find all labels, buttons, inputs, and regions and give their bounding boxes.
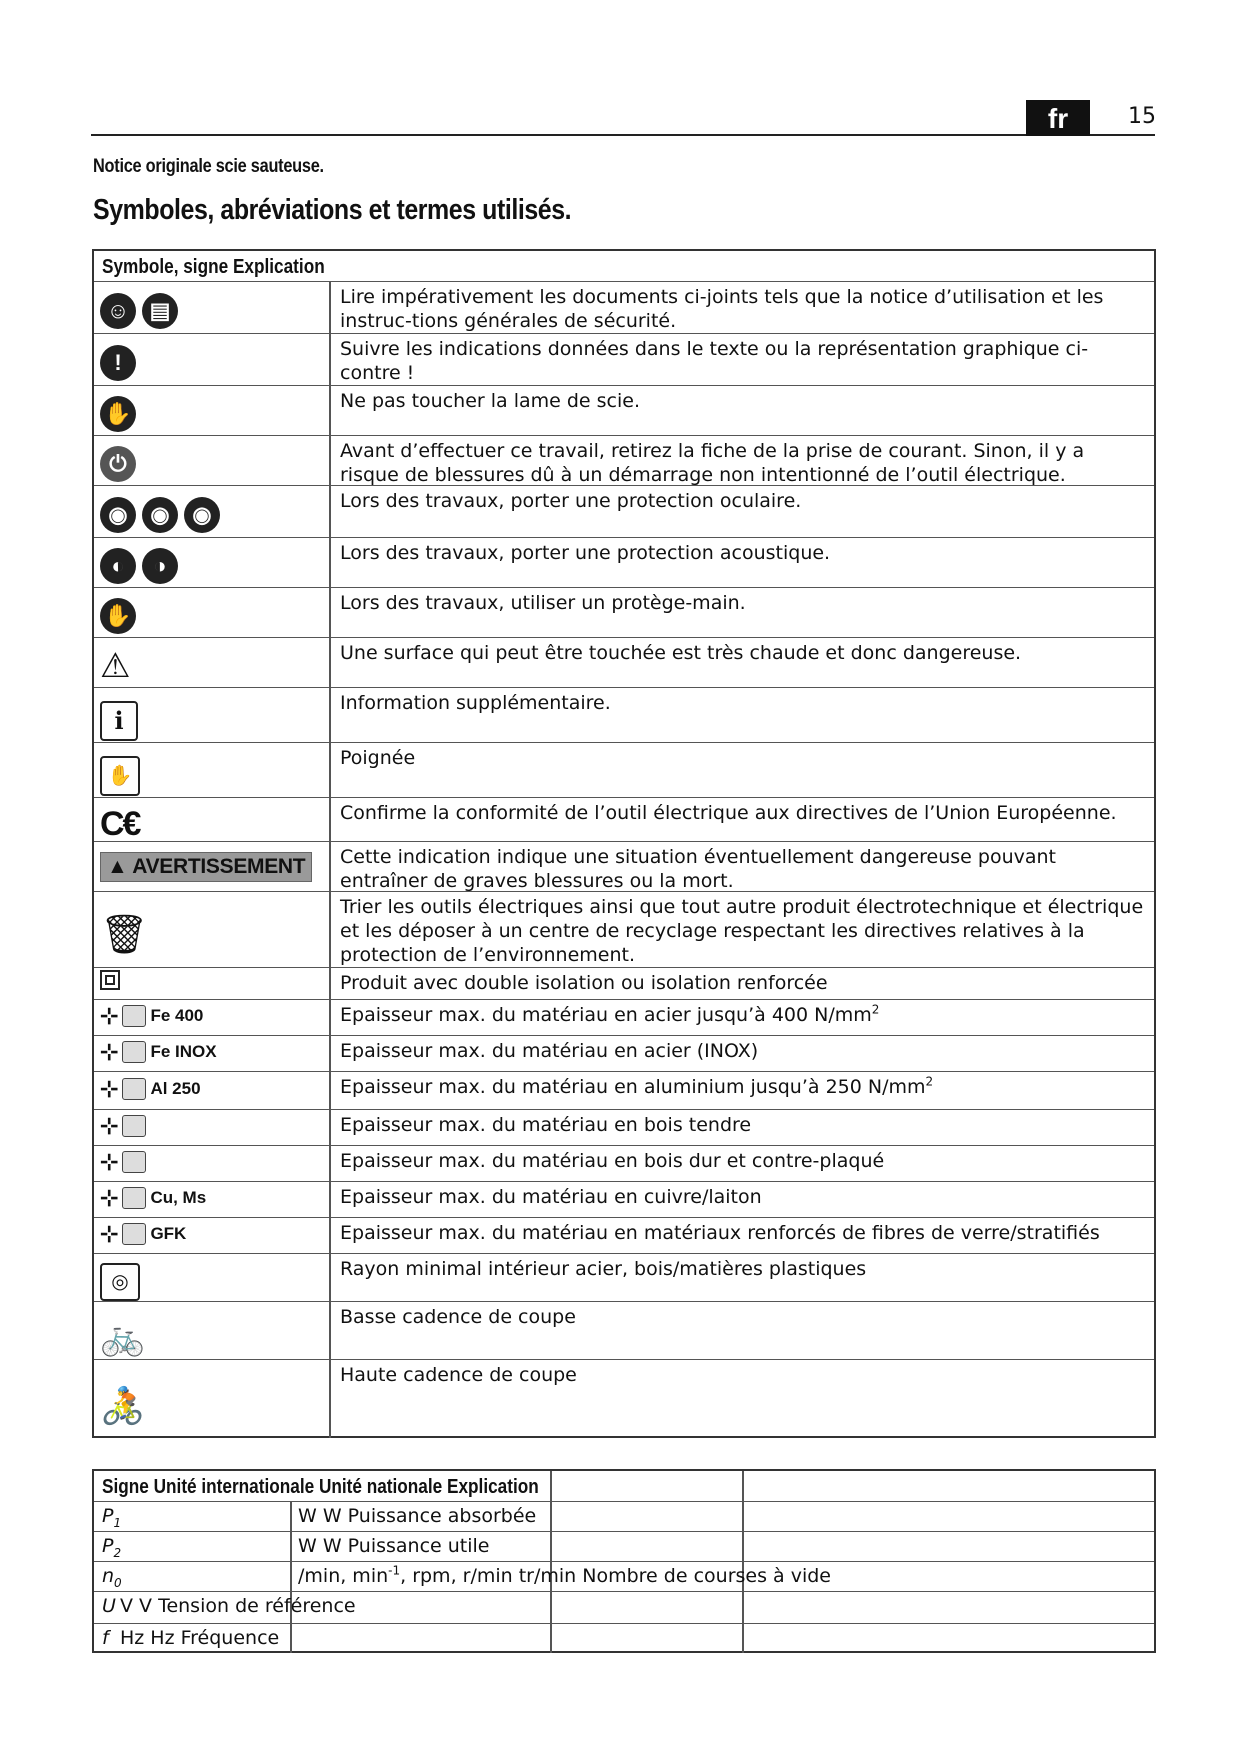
symbol-cell [100,446,142,482]
steel-icon [100,1003,203,1029]
hardwood-icon [100,1149,146,1175]
explanation-text [340,591,1146,615]
material-icon [122,1005,146,1027]
explanation-text [340,1185,1146,1209]
unit-sign-letter: P [102,1505,114,1527]
explanation-text [340,1221,1146,1245]
explanation-text-value: Avant d’effectuer ce travail, retirez la fiche de la prise de courant. Sinon, il y a risque de blessures dû à un démarrage non intentionné de l’outil électrique. [340,440,1085,486]
warning-label-text: AVERTISSEMENT [132,855,306,878]
explanation-text-value: Cette indication indique une situation éventuellement dangereuse pouvant entraîner de graves blessures ou la mort. [340,846,1056,892]
superscript: -1 [388,1563,401,1578]
symbol-cell [100,852,312,882]
explanation-text [340,439,1146,487]
symbol-cell [100,293,184,329]
table-row [94,435,1154,485]
explanation-text-value: Suivre les indications données dans le texte ou la représentation graphique ci-contre ! [340,338,1089,384]
fiberglass-icon [100,1221,186,1247]
warning-triangle-icon: ▲ [107,855,128,878]
unit-sign-letter: U [102,1595,116,1617]
symbol-cell [100,396,142,432]
exclamation-icon: ! [100,345,136,381]
explanation-text-value: Epaisseur max. du matériau en bois dur et contre-plaqué [340,1150,885,1172]
thickness-icon: ⊹ [100,1039,119,1064]
explanation-text [340,337,1146,385]
table-row [94,891,1154,967]
symbol-cell [100,1149,146,1175]
unit-text: , rpm, r/min tr/min Nombre de courses à vide [400,1565,831,1587]
explanation-text-value: Haute cadence de coupe [340,1364,577,1386]
unit-text: Hz Hz Fréquence [120,1627,280,1649]
unit-text: W W Puissance absorbée [298,1505,537,1527]
table-row [94,1531,1154,1561]
explanation-text [340,1039,1146,1063]
superscript: 2 [925,1074,934,1089]
header-rule [91,134,1155,136]
unit-explanation [298,1565,831,1587]
table-row [94,1217,1154,1253]
book-icon: ▤ [142,293,178,329]
table-row [94,1301,1154,1359]
ear-muffs-icon: ◐ [100,548,136,584]
double-insulation-icon [100,970,120,990]
explanation-text-value: Une surface qui peut être touchée est très chaude et donc dangereuse. [340,642,1022,664]
read-manual-icon: ☺ [100,293,136,329]
material-icon [122,1078,146,1100]
symbol-cell [100,1185,206,1211]
table-row [94,1071,1154,1109]
table-row [94,687,1154,742]
explanation-text [340,691,1146,715]
symbol-cell [100,1003,203,1029]
table-row [94,637,1154,687]
thickness-icon: ⊹ [100,1149,119,1174]
symbol-cell [100,497,226,533]
symbol-cell [100,756,140,796]
explanation-text-value: Poignée [340,747,416,769]
thickness-icon: ⊹ [100,1221,119,1246]
unit-explanation [120,1595,356,1617]
material-label: GFK [150,1224,187,1243]
explanation-text-value: Epaisseur max. du matériau en matériaux renforcés de fibres de verre/stratifiés [340,1222,1100,1244]
symbol-cell [100,1221,186,1247]
explanation-text [340,845,1146,893]
unit-sign [102,1505,122,1530]
table-row [94,841,1154,891]
units-table [92,1469,1156,1653]
unit-sign [102,1565,122,1590]
table-row [94,1035,1154,1071]
table-row [94,1501,1154,1531]
material-label: Fe INOX [150,1042,217,1061]
material-icon [122,1115,146,1137]
symbol-cell [100,1385,145,1427]
hot-surface-icon: ⚠ [100,647,131,685]
table-row [94,1561,1154,1591]
table-row [94,587,1154,637]
explanation-text-value: Basse cadence de coupe [340,1306,576,1328]
symbol-cell [100,970,120,995]
softwood-icon [100,1113,146,1139]
symbol-cell [100,1076,201,1102]
explanation-text [340,1075,1146,1099]
explanation-text-value: Lire impérativement les documents ci-joints tels que la notice d’utilisation et les instruc-tions générales de sécurité. [340,286,1104,332]
unit-text: V V Tension de référence [120,1595,356,1617]
explanation-text [340,285,1146,333]
steel-icon [100,1039,217,1065]
face-shield-icon: ◉ [142,497,178,533]
table-row [94,797,1154,841]
explanation-text [340,1257,1146,1281]
table-row [94,1181,1154,1217]
explanation-text-value: Lors des travaux, porter une protection acoustique. [340,542,831,564]
symbol-cell [100,648,130,684]
handle-icon: ✋ [100,756,140,796]
symbols-table-header: Symbole, signe Explication [102,256,325,278]
table-row [94,967,1154,999]
unit-explanation [298,1535,490,1557]
explanation-text [340,1003,1146,1027]
superscript: 2 [871,1002,880,1017]
material-icon [122,1151,146,1173]
explanation-text-value: Produit avec double isolation ou isolation renforcée [340,972,828,994]
material-label: Cu, Ms [150,1188,207,1207]
explanation-text-value: Information supplémentaire. [340,692,611,714]
info-plus-icon: i [100,701,138,741]
explanation-text [340,541,1146,565]
explanation-text [340,1113,1146,1137]
explanation-text-value: Rayon minimal intérieur acier, bois/matières plastiques [340,1258,867,1280]
table-row [94,742,1154,797]
table-row [94,537,1154,587]
explanation-text-value: Lors des travaux, utiliser un protège-main. [340,592,746,614]
explanation-text [340,746,1146,770]
notice-heading: Notice originale scie sauteuse. [93,156,324,177]
table-row [94,1591,1154,1621]
thickness-icon: ⊹ [100,1185,119,1210]
units-table-header: Signe Unité internationale Unité nationale Explication [102,1476,539,1498]
table-row [94,385,1154,435]
table-row [94,999,1154,1035]
page-number: 15 [1128,104,1156,129]
no-touch-blade-icon: ✋ [100,396,136,432]
symbols-table [92,249,1156,1438]
explanation-text [340,971,1146,995]
glasses-icon: ◉ [184,497,220,533]
warning-label [100,852,312,882]
explanation-text-value: Epaisseur max. du matériau en aluminium jusqu’à 250 N/mm [340,1076,926,1098]
symbol-cell [100,805,139,844]
unit-explanation [120,1627,279,1649]
unit-sign-letter: n [102,1565,115,1587]
explanation-text [340,641,1146,665]
explanation-text [340,1305,1146,1329]
weee-bin-icon: 🗑 [100,914,149,956]
material-icon [122,1187,146,1209]
explanation-text [340,895,1146,967]
material-label: Fe 400 [150,1006,204,1025]
ce-mark: C€ [100,805,140,843]
unit-sign [102,1535,122,1560]
explanation-text [340,389,1146,413]
radius-icon: ◎ [100,1263,140,1301]
explanation-text-value: Trier les outils électriques ainsi que tout autre produit électrotechnique et électrique et les déposer à un centre de recyclage respectant les directives relatives à la protection de l’environnement. [340,896,1144,966]
copper-icon [100,1185,206,1211]
table-row [94,333,1154,385]
symbol-cell [100,1316,145,1358]
table-row [94,281,1154,333]
table-row [94,485,1154,537]
unplug-icon: ⏻ [100,446,136,482]
thickness-icon: ⊹ [100,1113,119,1138]
table-row [94,1145,1154,1181]
explanation-text-value: Epaisseur max. du matériau en cuivre/laiton [340,1186,762,1208]
fast-bike-icon: 🚴 [100,1384,145,1426]
language-badge: fr [1026,100,1090,136]
symbol-cell [100,1263,140,1301]
material-icon [122,1223,146,1245]
subscript: 1 [113,1515,122,1530]
unit-sign-letter: P [102,1535,114,1557]
material-label: Al 250 [150,1079,201,1098]
symbol-cell [100,345,142,381]
ear-plugs-icon: ◑ [142,548,178,584]
unit-sign [102,1595,116,1617]
subscript: 2 [113,1545,122,1560]
slow-bike-icon: 🚲 [100,1316,145,1357]
explanation-text-value: Ne pas toucher la lame de scie. [340,390,640,412]
symbol-cell [100,548,184,584]
goggles-icon: ◉ [100,497,136,533]
explanation-text-value: Epaisseur max. du matériau en acier jusqu’à 400 N/mm [340,1004,872,1026]
explanation-text-value: Epaisseur max. du matériau en acier (INOX) [340,1040,759,1062]
thickness-icon: ⊹ [100,1003,119,1028]
explanation-text-value: Lors des travaux, porter une protection oculaire. [340,490,802,512]
explanation-text [340,1149,1146,1173]
table-row [94,1253,1154,1301]
material-icon [122,1041,146,1063]
aluminium-icon [100,1076,201,1102]
table-row [94,1359,1154,1438]
hand-guard-icon: ✋ [100,598,136,634]
symbol-cell [100,701,138,741]
explanation-text [340,1363,1146,1387]
table-row [94,1109,1154,1145]
symbol-cell [100,1113,146,1139]
subscript: 0 [114,1575,122,1590]
unit-text: W W Puissance utile [298,1535,490,1557]
thickness-icon: ⊹ [100,1076,119,1101]
unit-sign-letter: f [102,1627,109,1649]
unit-text: /min, min [298,1565,389,1587]
explanation-text-value: Confirme la conformité de l’outil électrique aux directives de l’Union Européenne. [340,802,1117,824]
table-row [94,1623,1154,1653]
page-title: Symboles, abréviations et termes utilisés. [93,194,572,226]
symbol-cell [100,1039,217,1065]
symbol-cell [100,598,142,634]
unit-sign [102,1627,109,1649]
explanation-text [340,801,1146,825]
symbol-cell [100,915,148,955]
unit-explanation [298,1505,536,1527]
explanation-text-value: Epaisseur max. du matériau en bois tendre [340,1114,752,1136]
explanation-text [340,489,1146,513]
